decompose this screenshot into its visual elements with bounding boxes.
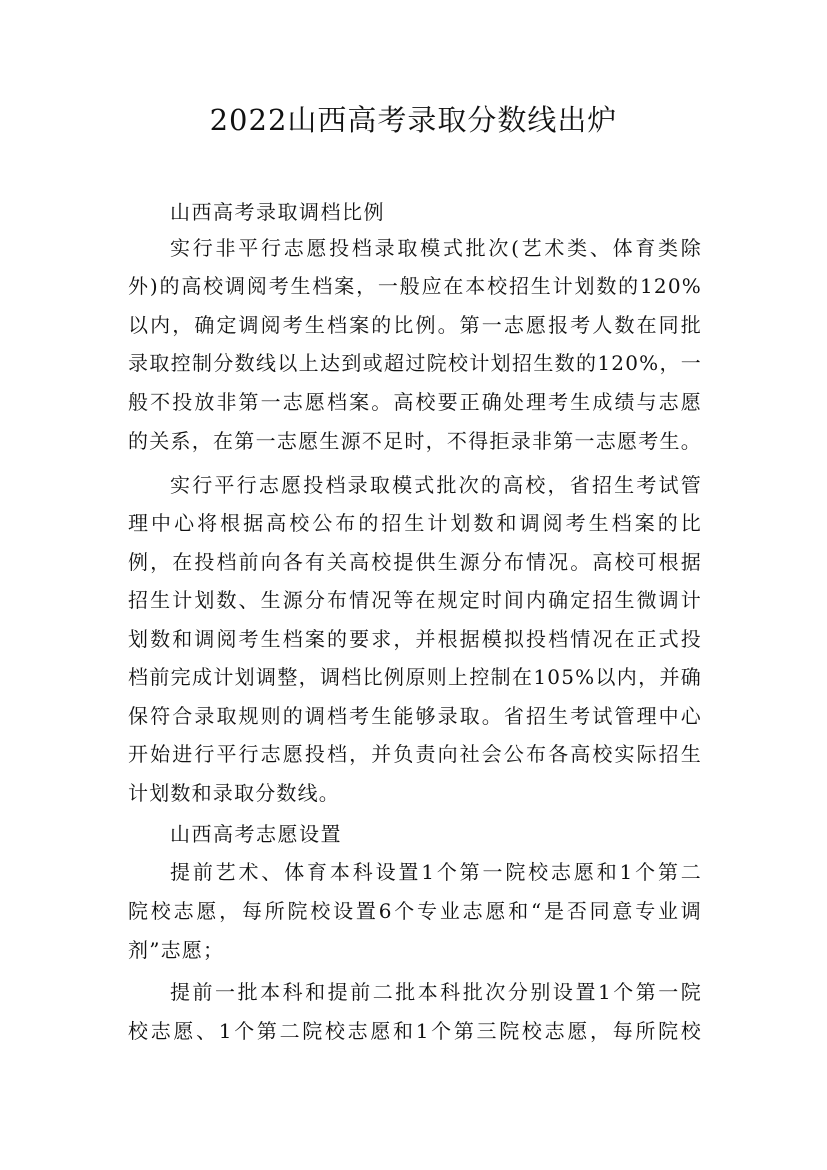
paragraph-line: 剂”志愿； [128,938,225,962]
paragraph-line: 的关系，在第一志愿生源不足时，不得拒录非第一志愿考生。 [128,429,702,453]
section-heading-admission-ratio: 山西高考录取调档比例 [170,200,385,224]
paragraph-line: 划数和调阅考生档案的要求，并根据模拟投档情况在正式投 [128,627,702,651]
document-title: 2022山西高考录取分数线出炉 [209,103,618,137]
paragraph-line: 计划数和录取分数线。 [128,781,340,805]
paragraph-line: 开始进行平行志愿投档，并负责向社会公布各高校实际招生 [128,742,702,766]
paragraph-line: 提前艺术、体育本科设置1个第一院校志愿和1个第二 [170,860,702,884]
paragraph-line: 外)的高校调阅考生档案，一般应在本校招生计划数的120% [128,274,702,298]
paragraph-line: 理中心将根据高校公布的招生计划数和调阅考生档案的比 [128,511,702,535]
paragraph-line: 例，在投档前向各有关高校提供生源分布情况。高校可根据 [128,550,702,574]
paragraph-line: 院校志愿，每所院校设置6个专业志愿和“是否同意专业调 [128,899,702,923]
paragraph-line: 以内，确定调阅考生档案的比例。第一志愿报考人数在同批 [128,313,702,337]
paragraph-line: 保符合录取规则的调档考生能够录取。省招生考试管理中心 [128,704,702,728]
paragraph-line: 提前一批本科和提前二批本科批次分别设置1个第一院 [170,980,702,1004]
paragraph-line: 实行非平行志愿投档录取模式批次(艺术类、体育类除 [170,236,702,260]
paragraph-line: 般不投放非第一志愿档案。高校要正确处理考生成绩与志愿 [128,390,702,414]
section-heading-volunteer-settings: 山西高考志愿设置 [170,822,342,846]
paragraph-line: 档前完成计划调整，调档比例原则上控制在105%以内，并确 [128,665,702,689]
paragraph-line: 招生计划数、生源分布情况等在规定时间内确定招生微调计 [128,588,702,612]
paragraph-line: 录取控制分数线以上达到或超过院校计划招生数的120%，一 [128,351,702,375]
paragraph-line: 实行平行志愿投档录取模式批次的高校，省招生考试管 [170,473,702,497]
paragraph-line: 校志愿、1个第二院校志愿和1个第三院校志愿，每所院校 [128,1019,702,1043]
